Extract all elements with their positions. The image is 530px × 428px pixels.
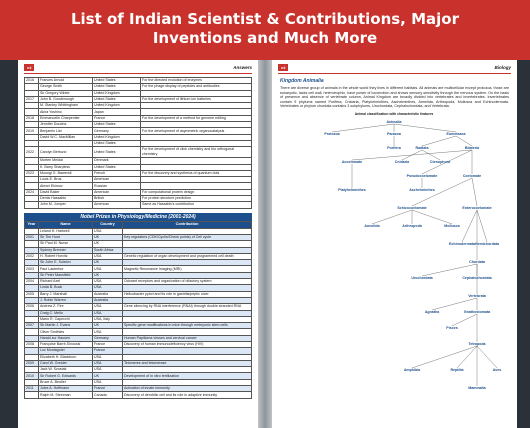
tree-node-reptilia: Reptilia [450, 367, 464, 372]
tree-node-parazoa: Parazoa [387, 131, 401, 136]
title-banner [0, 0, 530, 60]
right-page [272, 60, 517, 428]
nobel-header-country: Country [93, 221, 123, 228]
nobel-year: 2008 [25, 341, 39, 347]
nobel-contribution: Activation of innate immunity [123, 386, 252, 392]
tree-node-echinodermata: Echinodermata [449, 241, 475, 246]
tree-edge [477, 346, 497, 368]
award-name: K. Barry Sharpless [39, 164, 93, 170]
award-name: George Smith [39, 84, 93, 90]
nobel-year: 2006 [25, 304, 39, 310]
award-contribution: For the development of asymmetric organocatalysis [141, 128, 252, 134]
tree-node-porifera: Porifera [387, 145, 401, 150]
nobel-country: USA, Italy [93, 316, 123, 322]
nobel-name: Mario R. Capecchi [39, 316, 93, 322]
nobel-country: UK [93, 260, 123, 266]
award-name: Carolyn Bertozzi [39, 147, 93, 158]
nobel-country: USA [93, 285, 123, 291]
left-section-title: Answers [233, 65, 252, 70]
tree-node-tetrapoda: Tetrapoda [468, 341, 486, 346]
nobel-name: Sir Peter Mansfield [39, 272, 93, 278]
nobel-name: Barry J. Marshall [39, 291, 93, 297]
tree-node-pisces: Pisces [446, 325, 458, 330]
award-name: M. Stanley Whittingham [39, 103, 93, 109]
tree-node-chordata: Chordata [469, 259, 485, 264]
award-country: United States [93, 147, 141, 158]
tree-node-coelomate: Coelomate [462, 173, 482, 178]
nobel-country: UK [93, 272, 123, 278]
nobel-country: USA [93, 228, 123, 234]
award-year: 2023 [25, 170, 39, 176]
nobel-name: H. Robert Horvitz [39, 253, 93, 259]
tree-node-amphibia: Amphibia [403, 367, 421, 372]
right-section-title: Biology [494, 65, 511, 70]
nobel-year: 2009 [25, 360, 39, 366]
nobel-country: Australia [93, 297, 123, 303]
nobel-country: USA [93, 310, 123, 316]
tree-edge [462, 210, 477, 242]
nobel-contribution: Magnetic Resonance Imaging (MRI) [123, 266, 252, 272]
tree-node-pseudocoelomate: Pseudocoelomate [406, 173, 438, 178]
nobel-header-contribution: Contribution [123, 221, 252, 228]
award-row [25, 202, 252, 208]
nobel-name: Jack W. Szostak [39, 367, 93, 373]
award-name: Morten Meldal [39, 158, 93, 164]
award-country: Germany [93, 128, 141, 134]
tree-node-radiata: Radiata [415, 145, 429, 150]
nobel-name: Elizabeth H. Blackburn [39, 354, 93, 360]
award-name: John B. Goodenough [39, 96, 93, 102]
award-contribution: For the development of lithium ion batteries [141, 96, 252, 102]
nobel-header-year: Year [25, 221, 39, 228]
nobel-row [25, 304, 252, 310]
tree-node-vertebrata: Vertebrata [468, 293, 486, 298]
nobel-contribution: Human Papilloma viruses and cervical cancer [123, 335, 252, 341]
award-country: France [93, 115, 141, 121]
nobel-year [25, 392, 39, 398]
nobel-name: Ralph M. Steinman [39, 392, 93, 398]
tree-edge [422, 150, 440, 160]
tree-node-annelida: Annelida [364, 223, 380, 228]
nobel-row [25, 323, 252, 329]
tree-node-urochordata: Urochordata [411, 275, 433, 280]
nobel-contribution: Telomeres and telomerase [123, 360, 252, 366]
nobel-name: Carol W. Greider [39, 360, 93, 366]
nobel-year: 2001 [25, 234, 39, 240]
tree-edge [372, 210, 412, 224]
nobel-contribution: Key regulators (CDK/Cyclin/Check points) of Cell cycle [123, 234, 252, 240]
right-page-header [278, 64, 511, 74]
left-page-header [24, 64, 252, 74]
nobel-country: USA [93, 329, 123, 335]
nobel-name: Françoise Barré-Sinoussi [39, 341, 93, 347]
nobel-contribution: Discovery of human immunodeficiency virus (HIV) [123, 341, 252, 347]
nobel-name: Sir Robert G. Edwards [39, 373, 93, 379]
award-country: American [93, 202, 141, 208]
right-page-tag: v4 [278, 64, 288, 71]
nobel-name: Harald zur Hausen [39, 335, 93, 341]
nobel-country: USA [93, 279, 123, 285]
nobel-name: Leland H. Hartwell [39, 228, 93, 234]
award-contribution: Same as Hassabis's contribution [141, 202, 252, 208]
chart-title: Animal classification with characteristic features [354, 111, 434, 116]
nobel-name: Bruce A. Beutler [39, 379, 93, 385]
tree-edge [422, 136, 456, 146]
award-contribution: For computational protein design [141, 189, 252, 195]
award-contribution: For the development of click chemistry and bio orthogonal chemistry [141, 147, 252, 158]
award-row [25, 147, 252, 158]
award-name: Sir Gregory Winter [39, 90, 93, 96]
tree-node-hemichordata: Hemichordata [475, 241, 499, 246]
tree-node-arthropoda: Arthropoda [402, 223, 422, 228]
nobel-country: USA [93, 304, 123, 310]
tree-node-mammalia: Mammalia [468, 385, 486, 390]
tree-node-cephalochordata: Cephalochordata [462, 275, 492, 280]
tree-edge [452, 314, 477, 326]
tree-edge [456, 136, 472, 146]
nobel-country: France [93, 386, 123, 392]
nobel-country: France [93, 348, 123, 354]
tree-edge [412, 178, 472, 206]
nobel-country: South Africa [93, 247, 123, 253]
nobel-name: Sir Martin J. Evans [39, 323, 93, 329]
award-contribution: For the phage display of peptides and antibodies [141, 84, 252, 90]
left-page-tag: v4 [24, 64, 34, 71]
nobel-country: USA [93, 354, 123, 360]
nobel-medicine-table [24, 221, 252, 399]
nobel-table-title: Nobel Prizes in Physiology/Medicine (2001-2024) [24, 213, 252, 221]
tree-node-eumetazoa: Eumetazoa [446, 131, 466, 136]
award-name: Akira Yoshino [39, 109, 93, 115]
award-name: Alexei Ekimov [39, 183, 93, 189]
nobel-name: Jules A. Hoffmann [39, 386, 93, 392]
nobel-country: UK [93, 323, 123, 329]
nobel-header-name: Name [39, 221, 93, 228]
award-country: Japan [93, 109, 141, 115]
nobel-country: USA [93, 360, 123, 366]
award-country: British [93, 196, 141, 202]
tree-node-enterocoelomate: Enterocoelomate [462, 205, 492, 210]
tree-edge [394, 124, 456, 132]
nobel-name: J. Robin Warren [39, 297, 93, 303]
award-country: American [93, 189, 141, 195]
award-name: Emmanuelle Charpentier [39, 115, 93, 121]
award-contribution: For the discovery and synthesis of quantum dots [141, 170, 252, 176]
tree-node-platyhelminthes: Platyhelminthes [338, 187, 366, 192]
award-country: United Kingdom [93, 103, 141, 109]
nobel-contribution: Genetic regulation of organ development and programmed cell death [123, 253, 252, 259]
award-name: Frances Arnold [39, 78, 93, 84]
award-name: David W.C. MacMillan [39, 134, 93, 140]
nobel-name: Andrew Z. Fire [39, 304, 93, 310]
nobel-contribution: Specific gene modifications in mice through embryonic stem cells [123, 323, 252, 329]
tree-node-gnathostomata: Gnathostomata [463, 309, 491, 314]
award-country: United States [93, 140, 141, 146]
nobel-year: 2010 [25, 373, 39, 379]
award-year [25, 202, 39, 208]
nobel-row [25, 392, 252, 398]
nobel-name: Sir Tim Hunt [39, 234, 93, 240]
animalia-paragraph: There are diverse group of animals in the whole world they lives in different habitats. All animals are multicellular except protozoa, those are eukaryotic, lacks cell wall, heterotrophic, have power of locomotion and shows sensory sensitivity through the nervous system. On the basis of presence and absence of vertebrate column, Animal Kingdom are broadly divided into vertebrates and invertebrates. Invertebrates contain 9 phylums named Porifera, Cnidaria, Platyhelminthes, Aschelminthes, Annelida, Arthropoda, Mollusca and Echinodermata. Vertebrates or phylum chordata contains 3 subphylums, Urochordata, Cephalochordata, and Vertebrata. [280, 86, 509, 109]
tree-node-ctenophora: Ctenophora [429, 159, 451, 164]
banner-title-line2: Inventions and Much More [152, 29, 378, 47]
award-name: Benjamin List [39, 128, 93, 134]
tree-node-protozoa: Protozoa [324, 131, 340, 136]
kingdom-animalia-heading: Kingdom Animalia [280, 78, 324, 84]
nobel-contribution: Discovery of dendritic cell and its role in adaptive immunity [123, 392, 252, 398]
award-name: Demis Hassabis [39, 196, 93, 202]
nobel-year: 2007 [25, 323, 39, 329]
tree-node-acoelomate: Acoelomate [341, 159, 363, 164]
chemistry-awards-table [24, 77, 252, 209]
nobel-name: Sir John E. Sulston [39, 260, 93, 266]
nobel-contribution: Odorant receptors and organization of olfactory system [123, 279, 252, 285]
award-country: United States [93, 96, 141, 102]
tree-node-aves: Aves [492, 367, 502, 372]
nobel-contribution: Helicobacter pylori and its role in gastritis/peptic ulcer [123, 291, 252, 297]
award-country: United Kingdom [93, 90, 141, 96]
award-name: David Baker [39, 189, 93, 195]
nobel-year: 2004 [25, 279, 39, 285]
award-year: 2017 [25, 96, 39, 102]
nobel-country: USA [93, 379, 123, 385]
award-country: United States [93, 84, 141, 90]
nobel-name: Richard Axel [39, 279, 93, 285]
award-country: French [93, 170, 141, 176]
award-country: American [93, 177, 141, 183]
award-contribution: For the development of a method for genome editing [141, 115, 252, 121]
award-country: Russian [93, 183, 141, 189]
tree-node-mollusca: Mollusca [444, 223, 460, 228]
nobel-name: Sir Paul M. Nurse [39, 241, 93, 247]
nobel-country: USA [93, 367, 123, 373]
award-country: United States [93, 164, 141, 170]
nobel-year: 2011 [25, 386, 39, 392]
classification-tree-svg [272, 109, 517, 409]
nobel-name: Craig C. Mello [39, 310, 93, 316]
tree-edge [412, 210, 452, 224]
nobel-country: Canada [93, 392, 123, 398]
award-name: Jennifer Doudna [39, 122, 93, 128]
tree-node-aschelminthes: Aschelminthes [409, 187, 435, 192]
award-contribution: For protein structure prediction [141, 196, 252, 202]
award-year: 2016 [25, 78, 39, 84]
nobel-country: USA [93, 266, 123, 272]
book-spine [258, 60, 272, 428]
nobel-name: Luc Montagnier [39, 348, 93, 354]
tree-node-cnidaria: Cnidaria [394, 159, 410, 164]
award-name: Louis E. Brus [39, 177, 93, 183]
nobel-contribution: Development of in vitro fertilization [123, 373, 252, 379]
nobel-year: 2005 [25, 291, 39, 297]
award-country: United States [93, 78, 141, 84]
tree-node-animalia: Animalia [386, 119, 402, 124]
award-name: John M. Jumper [39, 202, 93, 208]
nobel-name: Linda B. Buck [39, 285, 93, 291]
award-year: 2024 [25, 189, 39, 195]
nobel-country: UK [93, 234, 123, 240]
award-country: United Kingdom [93, 134, 141, 140]
award-year: 2019 [25, 128, 39, 134]
banner-title-line1: List of Indian Scientist & Contributions, Major [70, 10, 459, 28]
left-page [18, 60, 258, 428]
tree-node-schizocoelomate: Schizocoelomate [397, 205, 427, 210]
nobel-name: Paul Lauterbur [39, 266, 93, 272]
award-country: United States [93, 122, 141, 128]
tree-edge [422, 264, 477, 276]
tree-edge [432, 298, 477, 310]
nobel-country: France [93, 341, 123, 347]
award-contribution: For the directed evolution of enzymes [141, 78, 252, 84]
nobel-country: Germany [93, 335, 123, 341]
tree-edge [472, 178, 477, 206]
tree-node-bilateria: Bilateria [464, 145, 480, 150]
nobel-country: UK [93, 373, 123, 379]
nobel-country: Australia [93, 291, 123, 297]
nobel-name: Sydney Brenner [39, 247, 93, 253]
nobel-country: UK [93, 241, 123, 247]
classification-chart [272, 109, 517, 409]
nobel-year: 2003 [25, 266, 39, 272]
award-year: 2018 [25, 115, 39, 121]
nobel-year: 2002 [25, 253, 39, 259]
nobel-name: Oliver Smithies [39, 329, 93, 335]
tree-edge [477, 210, 487, 242]
award-year: 2022 [25, 147, 39, 158]
award-name: Moungi G. Bawendi [39, 170, 93, 176]
nobel-country: USA [93, 253, 123, 259]
tree-node-agnatha: Agnatha [424, 309, 440, 314]
nobel-contribution: Gene silencing by RNA interference (RNAi) through double stranded RNA [123, 304, 252, 310]
nobel-row [25, 253, 252, 259]
award-country: Denmark [93, 158, 141, 164]
tree-edge [332, 124, 394, 132]
